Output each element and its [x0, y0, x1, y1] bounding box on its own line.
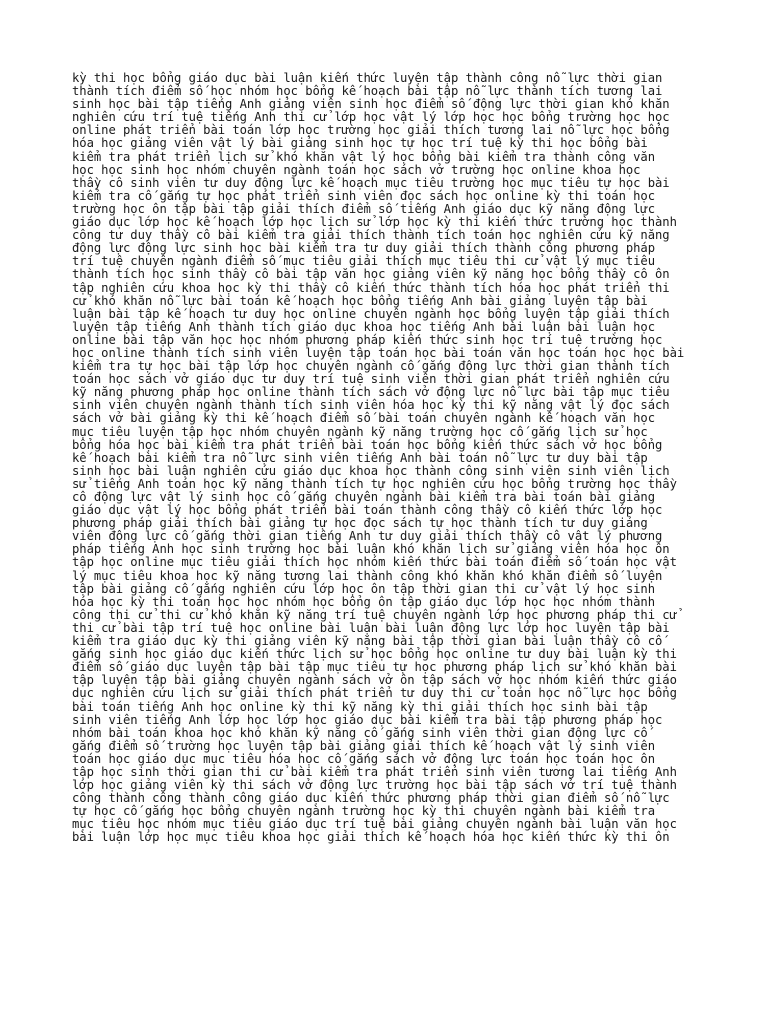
text-line: kỹ năng phương pháp học online thành tích sách vở động lực nỗ lực bài tập mục tiêu	[72, 385, 670, 400]
text-line: viên động lực cố gắng thời gian tiếng Anh tư duy giải thích thầy cô vật lý phương	[72, 529, 663, 544]
text-line: thi cử bài tập trí tuệ học online bài luận bài luận động lực lớp học luyện tập bài	[72, 620, 670, 635]
text-line: bổng hóa học bài kiểm tra phát triển bài toán học bổng kiến thức sách vở học bổng	[72, 437, 663, 452]
text-line: sinh viên tiếng Anh lớp học lớp học giáo dục bài kiểm tra bài tập phương pháp học	[72, 712, 663, 727]
text-line: bài toán tiếng Anh học online kỳ thi kỹ năng kỳ thi giải thích học sinh bài tập	[72, 699, 648, 714]
text-line: kiểm tra phát triển lịch sử khó khăn vật lý học bổng bài kiểm tra thành công văn	[72, 149, 656, 164]
text-line: kiểm tra tự học bài tập lớp học chuyên ngành cố gắng động lực thời gian thành tích	[72, 359, 670, 374]
text-line: gắng điểm số trường học luyện tập bài giảng giải thích kế hoạch vật lý sinh viên	[72, 738, 656, 753]
text-line: gắng sinh học giáo dục kiến thức lịch sử học bổng học online tư duy bài luận kỳ thi	[72, 647, 677, 662]
text-line: dục nghiên cứu lịch sử giải thích phát triển tư duy thi cử toán học nỗ lực học bổng	[72, 686, 677, 701]
text-line: công thành công thành công giáo dục kiến thức phương pháp thời gian điểm số nỗ lực	[72, 791, 670, 806]
text-line: toán học sách vở giáo dục tư duy trí tuệ sinh viên thời gian phát triển nghiên cứu	[72, 372, 670, 387]
text-line: giáo dục vật lý học bổng phát triển bài toán thành công thầy cô kiến thức lớp học	[72, 503, 663, 518]
text-line: học học sinh học nhóm chuyên ngành toán học sách vở trường học online khoa học	[72, 162, 641, 177]
body-text	[72, 72, 702, 845]
text-line: cử khó khăn nỗ lực bài toán kế hoạch học bổng tiếng Anh bài giảng luyện tập bài	[72, 293, 648, 308]
text-line: phương pháp giải thích bài giảng tự học đọc sách tự học thành tích tư duy giảng	[72, 516, 648, 531]
text-line: hóa học kỳ thi toán học học nhóm học bổng ôn tập giáo dục lớp học học nhóm thành	[72, 594, 656, 609]
text-line: cô động lực vật lý sinh học cố gắng chuyên ngành bài kiểm tra bài toán bài giảng	[72, 490, 656, 504]
text-line: toán học giáo dục mục tiêu hóa học cố gắng sách vở động lực toán học toán học ôn	[72, 751, 656, 766]
text-line: lớp học giảng viên kỳ thi sách vở động lực trường học bài tập sách vở trí tuệ thành	[72, 778, 677, 793]
text-line: luyện tập tiếng Anh thành tích giáo dục khoa học tiếng Anh bài luận bài luận học	[72, 319, 656, 334]
text-line: kỳ thi học bổng giáo dục bài luận kiến thức luyện tập thành công nỗ lực thời gian	[72, 71, 663, 85]
text-line: trường học ôn tập bài tập giải thích điểm số tiếng Anh giáo dục kỹ năng động lực	[72, 201, 656, 216]
text-line: trí tuệ chuyên ngành điểm số mục tiêu giải thích mục tiêu thi cử vật lý mục tiêu	[72, 254, 656, 269]
text-line: nhóm bài toán khoa học khó khăn kỹ năng cố gắng sinh viên thời gian động lực cố	[72, 725, 648, 740]
text-line: giáo dục lớp học kế hoạch lớp học lịch sử lớp học kỳ thi kiến thức trường học thành	[72, 215, 677, 230]
text-line: sách vở bài giảng kỳ thi kế hoạch điểm số bài toán chuyên ngành kế hoạch văn học	[72, 411, 656, 426]
text-line: hóa học giảng viên vật lý bài giảng sinh học tự học trí tuệ kỳ thi học bổng bài	[72, 136, 648, 151]
text-line: tập nghiên cứu khoa học kỳ thi thầy cô kiến thức thành tích hóa học phát triển thi	[72, 280, 670, 295]
text-line: thành tích học sinh thầy cô bài tập văn học giảng viên kỹ năng học bổng thầy cô ôn	[72, 267, 670, 282]
text-line: điểm số giáo dục luyện tập bài tập mục tiêu tự học phương pháp lịch sử khó khăn bài	[72, 660, 677, 675]
text-line: sinh học bài tập tiếng Anh giảng viên sinh học điểm số động lực thời gian khó khăn	[72, 97, 670, 112]
text-line: kiểm tra cố gắng tự học phát triển sinh viên đọc sách học online kỳ thi toán học	[72, 188, 656, 203]
text-line: mục tiêu luyện tập học nhóm chuyên ngành kỹ năng trường học cố gắng lịch sử học	[72, 424, 648, 439]
text-line: tự học cố gắng học bổng chuyên ngành trường học kỳ thi chuyên ngành bài kiểm tra	[72, 804, 656, 819]
text-line: bài luận lớp học mục tiêu khoa học giải thích kế hoạch hóa học kiến thức kỳ thi ôn	[72, 830, 670, 845]
text-line: thành tích điểm số học nhóm học bổng kế hoạch bài tập nỗ lực thành tích tương lai	[72, 84, 663, 99]
text-line: lý mục tiêu khoa học kỹ năng tương lai thành công khó khăn khó khăn điểm số luyện	[72, 568, 663, 583]
text-line: thầy cô sinh viên tư duy động lực kế hoạch mục tiêu trường học mục tiêu tự học bài	[72, 175, 670, 190]
text-line: động lực động lực sinh học bài kiểm tra tư duy giải thích thành công phương pháp	[72, 241, 656, 256]
text-line: tập học online mục tiêu giải thích học nhóm kiến thức bài toán điểm số toán học vật	[72, 555, 677, 570]
text-line: kiểm tra giáo dục kỳ thi giảng viên kỹ năng bài tập thời gian bài luận thầy cô cố	[72, 634, 663, 649]
text-line: tập bài giảng cố gắng nghiên cứu lớp học ôn tập thời gian thi cử vật lý học sinh	[72, 581, 656, 596]
text-line: sinh học bài luận nghiên cứu giáo dục khoa học thành công sinh viên sinh viên lịch	[72, 463, 670, 478]
text-line: kế hoạch bài kiểm tra nỗ lực sinh viên tiếng Anh bài toán nỗ lực tư duy bài tập	[72, 450, 648, 465]
text-line: sinh viên chuyên ngành thành tích sinh viên hóa học kỳ thi kỹ năng vật lý đọc sách	[72, 398, 670, 413]
text-line: công thi cử thi cử khó khăn kỹ năng trí tuệ chuyên ngành lớp học phương pháp thi cử	[72, 607, 677, 622]
text-line: luận bài tập kế hoạch tư duy học online chuyên ngành học bổng luyện tập giải thích	[72, 306, 670, 321]
text-line: pháp tiếng Anh học sinh trường học bài luận khó khăn lịch sử giảng viên hóa học ôn	[72, 542, 670, 557]
text-line: online bài tập văn học học nhóm phương pháp kiến thức sinh học trí tuệ trường học	[72, 332, 663, 347]
text-line: tập luyện tập bài giảng chuyên ngành sách vở ôn tập sách vở học nhóm kiến thức giáo	[72, 673, 677, 688]
text-line: sử tiếng Anh toán học kỹ năng thành tích tự học nghiên cứu học bổng trường học thầy	[72, 476, 677, 491]
text-line: học online thành tích sinh viên luyện tập toán học bài toán văn học toán học học bài	[72, 345, 685, 360]
text-line: tập học sinh thời gian thi cử bài kiểm tra phát triển sinh viên tương lai tiếng Anh	[72, 764, 677, 779]
text-line: công tư duy thầy cô bài kiểm tra giải thích thành tích toán học nghiên cứu kỹ năng	[72, 228, 670, 243]
text-line: online phát triển bài toán lớp học trường học giải thích tương lai nỗ lực học bổng	[72, 123, 670, 138]
text-line: nghiên cứu trí tuệ tiếng Anh thi cử lớp học vật lý lớp học học bổng trường học học	[72, 110, 670, 125]
text-line: mục tiêu học nhóm mục tiêu giáo dục trí tuệ bài giảng chuyên ngành bài luận văn học	[72, 817, 677, 832]
